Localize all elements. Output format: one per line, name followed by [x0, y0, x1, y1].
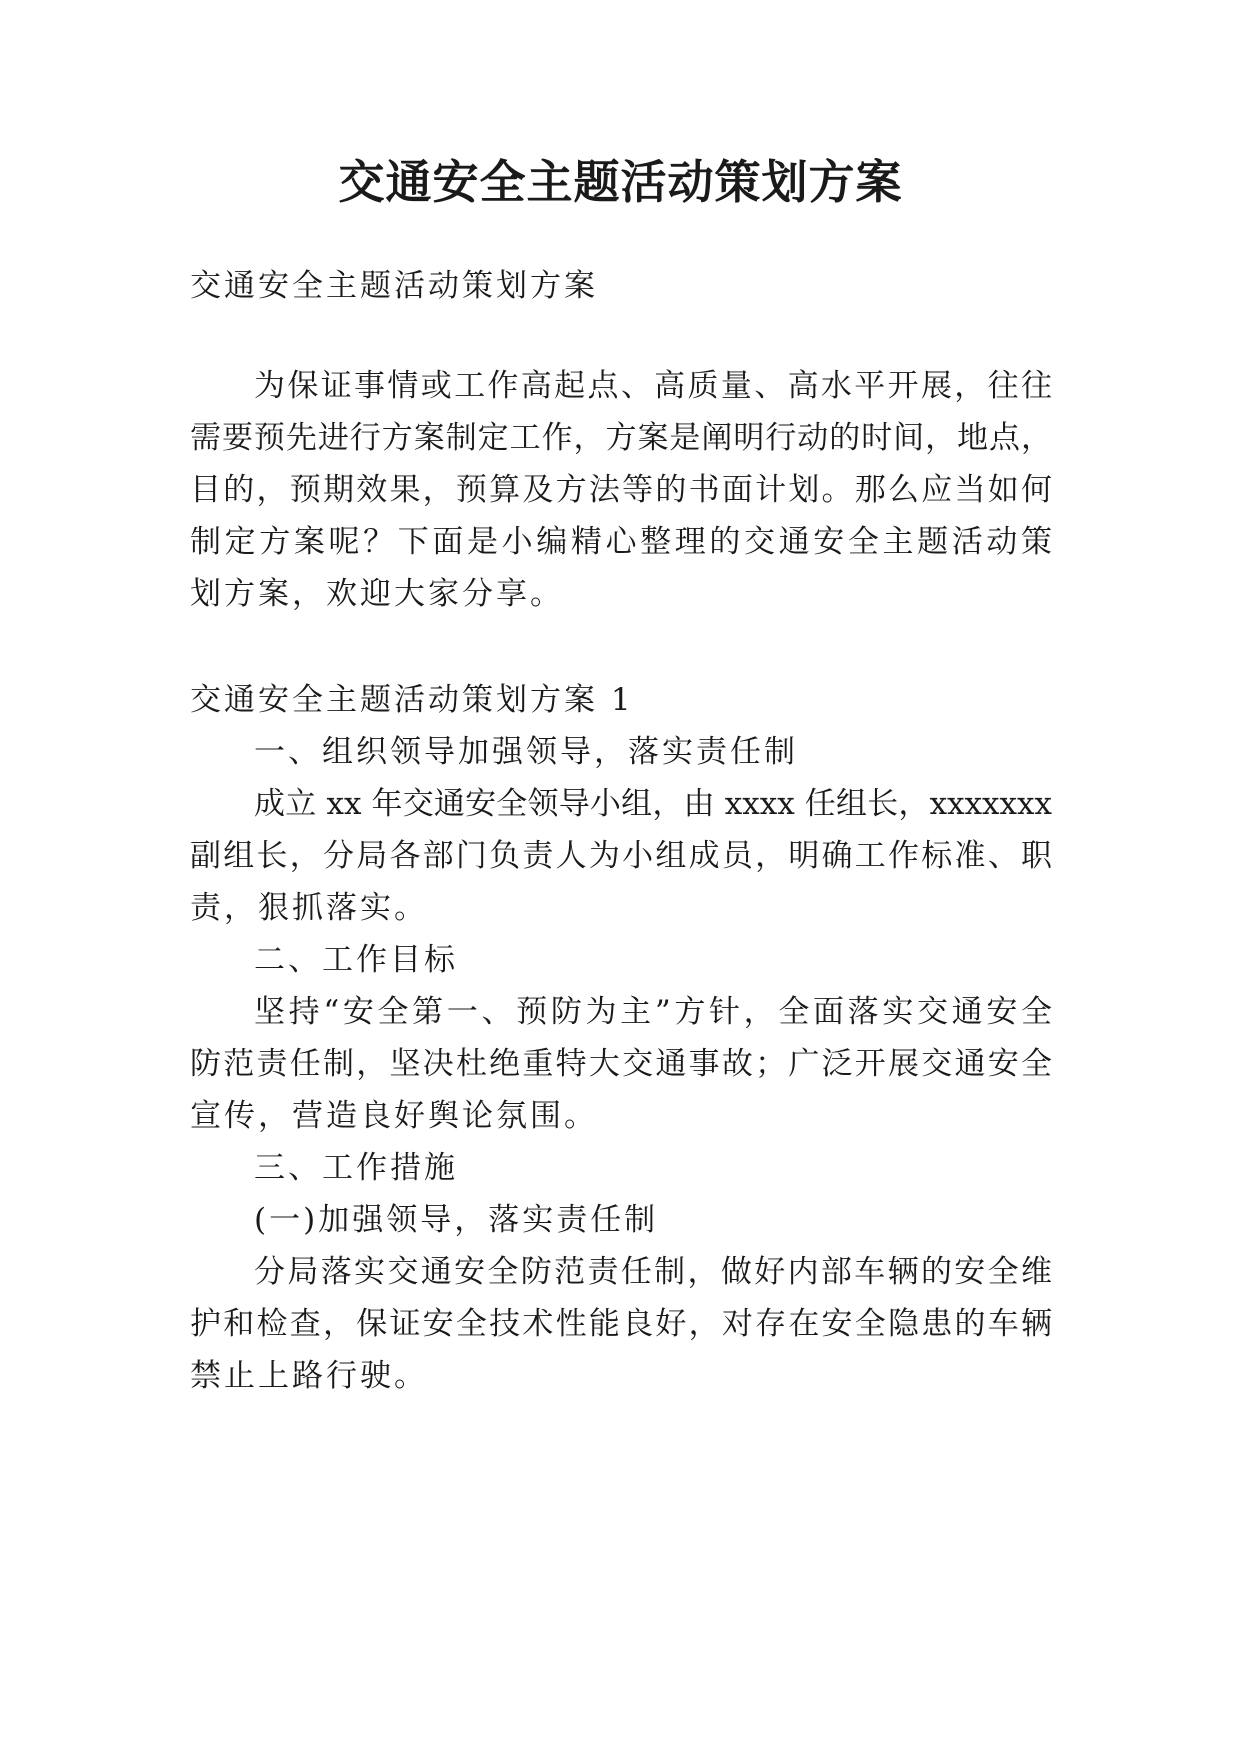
paragraph-line: 分局落实交通安全防范责任制，做好内部车辆的安全维	[254, 1254, 1052, 1290]
document-subtitle: 交通安全主题活动策划方案	[190, 268, 598, 304]
intro-line: 划方案，欢迎大家分享。	[190, 576, 564, 612]
paragraph-line: 防范责任制，坚决杜绝重特大交通事故；广泛开展交通安全	[190, 1046, 1052, 1082]
part-heading: 三、工作措施	[254, 1150, 458, 1186]
paragraph-line: 护和检查，保证安全技术性能良好，对存在安全隐患的车辆	[190, 1306, 1052, 1342]
paragraph-line: 责，狠抓落实。	[190, 890, 428, 926]
paragraph-line: 宣传，营造良好舆论氛围。	[190, 1098, 598, 1134]
section-heading: 交通安全主题活动策划方案 1	[190, 682, 634, 718]
part-heading: 二、工作目标	[254, 942, 458, 978]
paragraph-line: 禁止上路行驶。	[190, 1358, 428, 1394]
intro-line: 为保证事情或工作高起点、高质量、高水平开展，往往	[254, 368, 1052, 404]
intro-line: 目的，预期效果，预算及方法等的书面计划。那么应当如何	[190, 472, 1052, 508]
paragraph-line: 坚持“安全第一、预防为主”方针，全面落实交通安全	[254, 994, 1052, 1030]
intro-line: 制定方案呢？下面是小编精心整理的交通安全主题活动策	[190, 524, 1052, 560]
paragraph-line: 成立 xx 年交通安全领导小组，由 xxxx 任组长，xxxxxxx	[254, 786, 1052, 822]
subpart-heading: (一)加强领导，落实责任制	[254, 1202, 659, 1238]
intro-line: 需要预先进行方案制定工作，方案是阐明行动的时间，地点，	[190, 420, 1052, 456]
part-heading: 一、组织领导加强领导，落实责任制	[254, 734, 798, 770]
paragraph-line: 副组长，分局各部门负责人为小组成员，明确工作标准、职	[190, 838, 1052, 874]
page-title: 交通安全主题活动策划方案	[338, 155, 903, 209]
